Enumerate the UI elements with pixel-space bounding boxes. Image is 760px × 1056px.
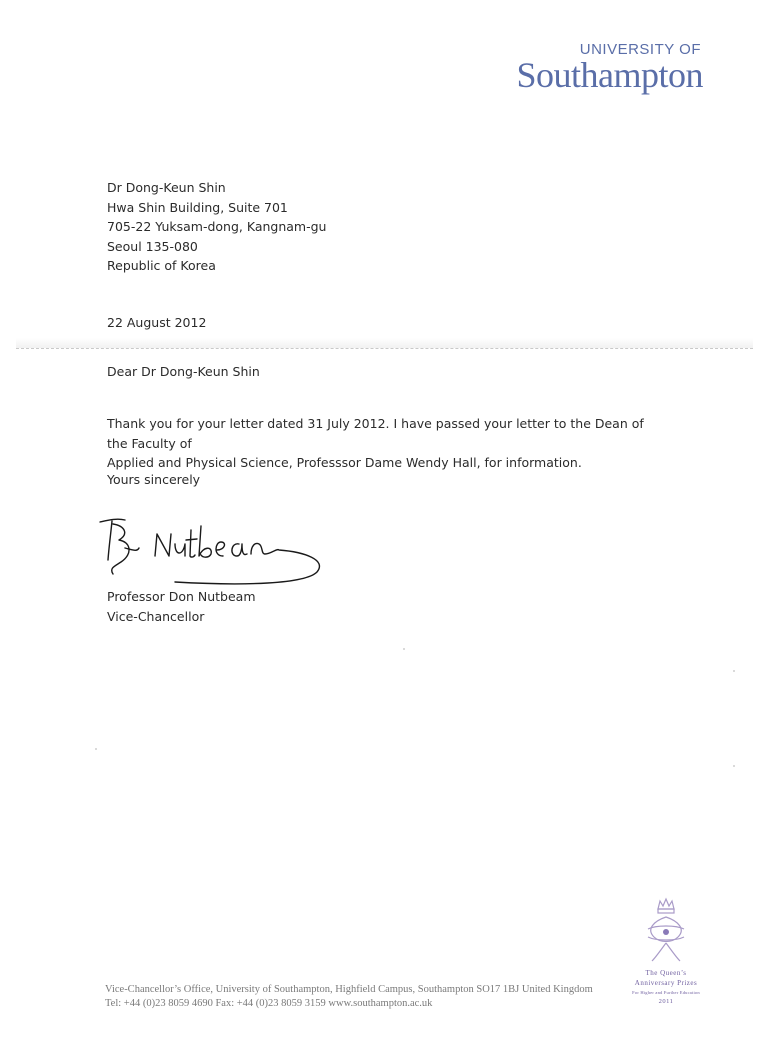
logo-line-1: UNIVERSITY OF — [579, 41, 701, 58]
address-line: 705-22 Yuksam-dong, Kangnam-gu — [107, 219, 327, 234]
body-line: Applied and Physical Science, Professsor Dame Wendy Hall, for information. — [107, 455, 582, 470]
prize-year: 2011 — [658, 998, 674, 1005]
letter-body — [107, 414, 667, 473]
address-line: Seoul 135-080 — [107, 238, 198, 254]
signer-name: Professor Don Nutbeam — [107, 589, 256, 604]
logo-line-2: Southampton — [516, 55, 703, 95]
scan-speck — [733, 670, 735, 672]
footer-address: Vice-Chancellor’s Office, University of Southampton, Highfield Campus, Southampton SO17 1BJ United Kingdom — [105, 984, 593, 995]
prize-title-line-1: The Queen’s — [645, 969, 687, 977]
signer-title: Vice-Chancellor — [107, 608, 205, 624]
letterhead-footer — [105, 983, 593, 1011]
footer-contact: Tel: +44 (0)23 8059 4690 Fax: +44 (0)23 8059 3159 www.southampton.ac.uk — [105, 998, 433, 1009]
scan-speck — [733, 765, 735, 767]
letter-date: 22 August 2012 — [107, 315, 207, 330]
signer-block — [107, 587, 256, 626]
fold-shadow — [16, 338, 753, 348]
prize-title-line-2: Anniversary Prizes — [634, 979, 698, 987]
crown-knot-icon — [636, 895, 696, 967]
address-line: Republic of Korea — [107, 258, 216, 273]
closing: Yours sincerely — [107, 472, 201, 487]
handwritten-signature — [95, 512, 330, 592]
address-line: Hwa Shin Building, Suite 701 — [107, 199, 288, 215]
prize-subtitle: For Higher and Further Education — [632, 990, 700, 995]
scan-speck — [403, 648, 405, 650]
body-line: Thank you for your letter dated 31 July 2012. I have passed your letter to the Dean of the Faculty of — [107, 416, 644, 451]
scan-speck — [95, 748, 97, 750]
university-logo — [516, 41, 703, 95]
fold-line — [16, 348, 753, 350]
salutation: Dear Dr Dong-Keun Shin — [107, 364, 260, 379]
queens-anniversary-prize-emblem — [612, 895, 720, 1006]
recipient-address — [107, 178, 326, 276]
recipient-name: Dr Dong-Keun Shin — [107, 180, 226, 195]
